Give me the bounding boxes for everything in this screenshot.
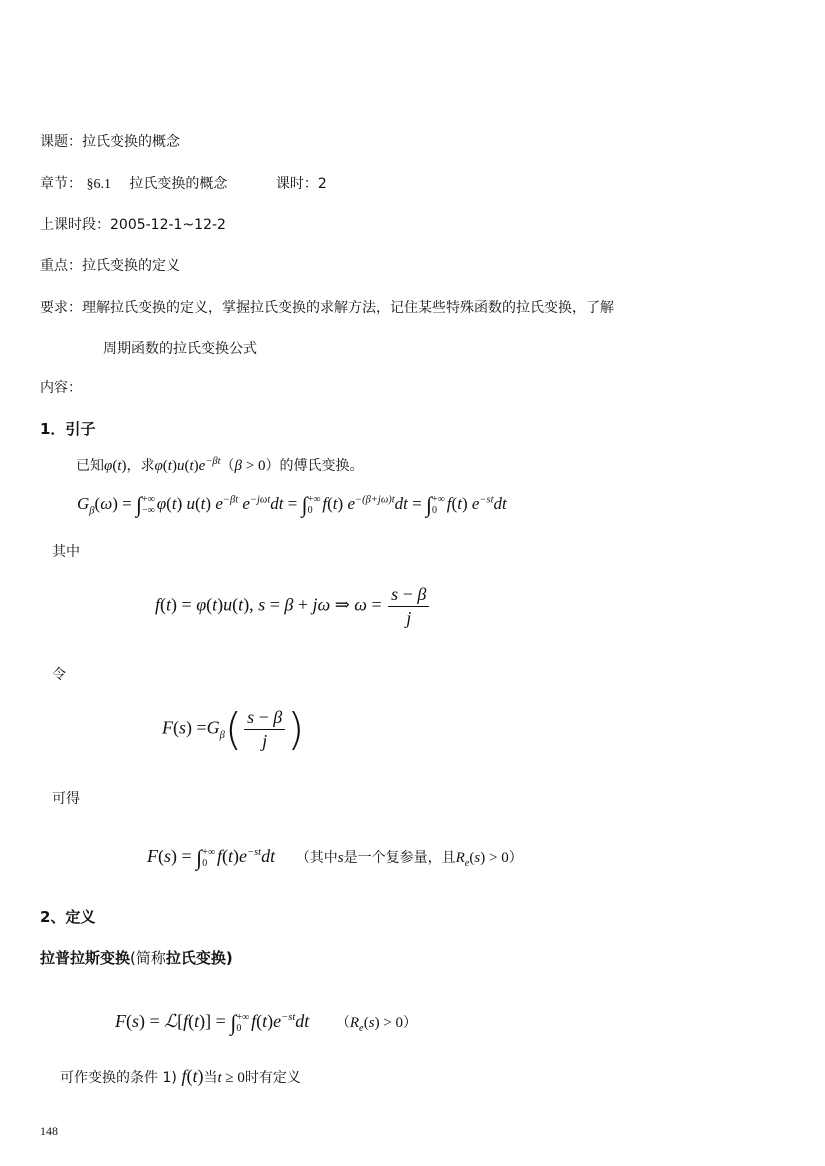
note-close: ） — [508, 850, 523, 866]
f-of-t: f(t) — [181, 1066, 204, 1086]
intro-prefix: 已知 — [76, 458, 104, 474]
chapter-label: 章节： — [40, 176, 82, 192]
key-point-line: 重点：拉氏变换的定义 — [40, 258, 180, 274]
period-label: 课时：2 — [275, 176, 327, 192]
fourier-derivation-equation: $G_\beta(\omega)$ = ∫+∞ −∞ φ(t) u(t) $e^{-\beta t}$ $e^{-j\omega t}dt$ = ∫+∞ 0 f(t) $e^{-(\beta+j\omega)t}dt$ = ∫+∞ 0 f(t) $e^{-st}dt$ — [77, 492, 507, 517]
result-label: 可得 — [52, 791, 80, 807]
condition-mid: 当 — [203, 1070, 218, 1086]
laplace-definition-line — [115, 1010, 417, 1036]
definition-bold-1: 拉普拉斯变换 — [40, 949, 131, 967]
definition-paren-close: ) — [225, 949, 233, 967]
substitution-equation: f(t) = φ(t)u(t), s = β + jω ⇒ ω = $\frac{s - \beta}{j}$ — [155, 584, 431, 629]
cond-close: ） — [403, 1015, 418, 1031]
requirement-line-2: 周期函数的拉氏变换公式 — [103, 341, 257, 357]
chapter-line — [40, 173, 327, 193]
laplace-result-line — [147, 845, 523, 871]
intro-line — [76, 455, 364, 475]
intro-cond-close: ）的傅氏变换。 — [265, 458, 364, 474]
definition-paren-open: (简称 — [130, 949, 166, 967]
laplace-integral: F(s) = ∫+∞ 0 $f(t)e^{-st}dt$ — [147, 845, 276, 870]
section-2-heading: 2、定义 — [40, 908, 96, 926]
laplace-definition-equation: F(s) = ℒ[f(t)] = ∫+∞ 0 $f(t)e^{-st}dt$ — [115, 1010, 310, 1035]
fs-definition-equation: $F(s) =G_\beta$( $\frac{s - \beta}{j}$ ) — [162, 704, 305, 755]
condition-line — [60, 1066, 301, 1087]
intro-mid: ，求 — [126, 458, 155, 474]
definition-title — [40, 947, 233, 968]
chapter-section: §6.1 — [86, 177, 111, 192]
schedule-line: 上课时段：2005-12-1~12-2 — [40, 217, 226, 233]
among-label: 其中 — [52, 544, 80, 560]
note-mid: 是一个复参量，且 — [343, 850, 456, 866]
page-number: 148 — [40, 1124, 58, 1138]
condition-suffix: 时有定义 — [244, 1070, 301, 1086]
beta-positive: β > 0 — [234, 458, 266, 474]
phi-u-exp: $\varphi(t)u(t)e^{-\beta t}$ — [154, 456, 221, 474]
definition-condition: $R_e(s) > 0$ — [349, 1015, 404, 1034]
note-open: （其中 — [295, 850, 338, 866]
chapter-title: 拉氏变换的概念 — [129, 176, 228, 192]
definition-bold-2: 拉氏变换 — [165, 949, 226, 967]
condition-prefix: 可作变换的条件 1) — [60, 1070, 177, 1086]
real-part-condition: $R_e(s) > 0$ — [455, 850, 509, 869]
section-1-heading: 1．引子 — [40, 420, 96, 438]
let-label: 令 — [52, 667, 66, 683]
content-label: 内容： — [40, 380, 82, 396]
cond-open: （ — [335, 1015, 350, 1031]
phi-of-t: φ(t) — [104, 458, 127, 474]
requirement-line-1: 要求：理解拉氏变换的定义，掌握拉氏变换的求解方法，记住某些特殊函数的拉氏变换，了解 — [40, 300, 614, 316]
intro-cond-open: （ — [220, 458, 235, 474]
t-nonnegative: t ≥ 0 — [217, 1070, 245, 1086]
topic-line: 课题：拉氏变换的概念 — [40, 134, 180, 150]
s-symbol: s — [337, 850, 344, 866]
